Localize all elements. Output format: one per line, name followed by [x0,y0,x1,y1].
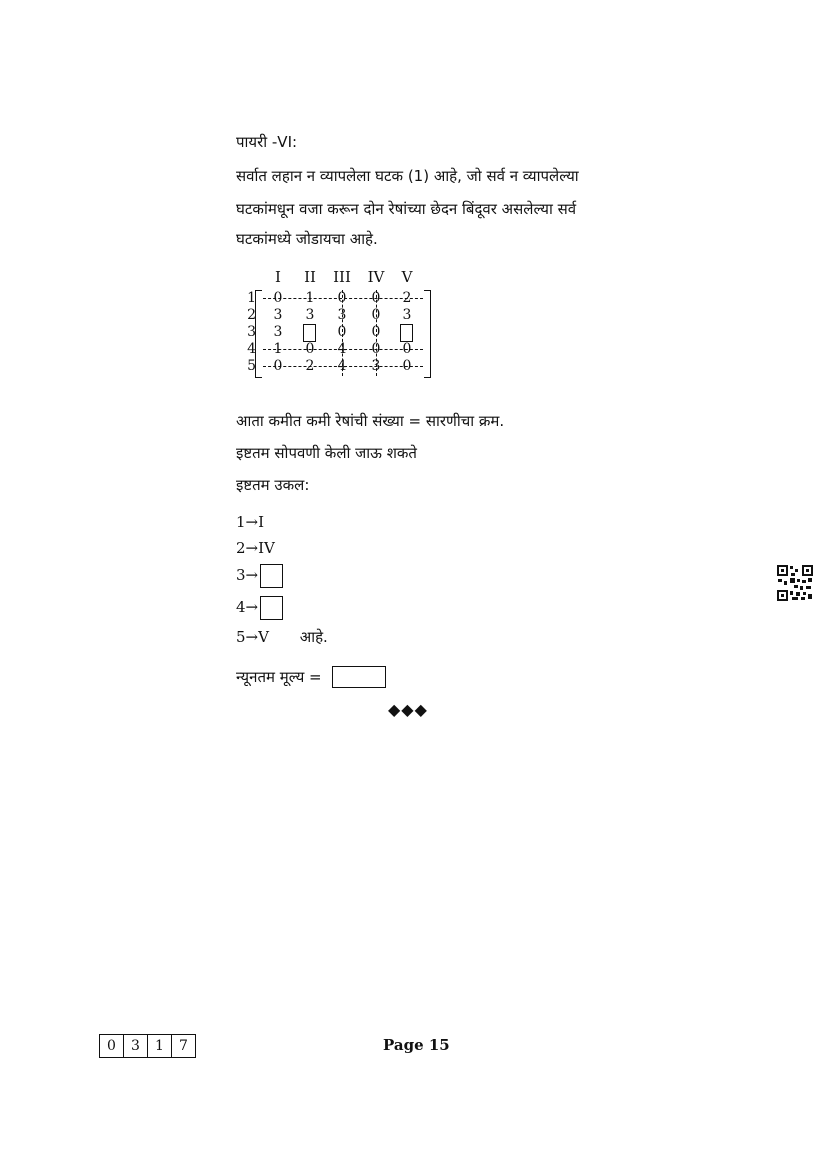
assignment-from: 4 [236,598,246,616]
assignment-row-1 [236,511,264,533]
optimal-assignment-note: इष्टतम सोपवणी केली जाऊ शकते [236,444,417,462]
qr-code-icon [776,564,814,602]
paragraph-line-2: घटकांमधून वजा करून दोन रेषांच्या छेदन बिंदूवर असलेल्या सर्व [236,200,577,218]
arrow-icon: → [245,513,259,531]
paragraph-line-3: घटकांमध्ये जोडायचा आहे. [236,230,378,248]
code-digit-box: 7 [171,1034,196,1058]
matrix-cell: 0 [371,290,381,306]
matrix-cell: 0 [402,358,412,374]
row-header-2: 2 [247,307,256,323]
matrix-right-bracket [424,290,431,378]
assignment-row-3 [236,564,283,588]
matrix-cell: 3 [371,358,381,374]
assignment-from: 1 [236,513,246,531]
arrow-icon: → [245,628,259,646]
matrix-cell: 3 [305,307,315,323]
matrix-cell: 0 [337,324,347,340]
matrix-blank-box [400,324,413,342]
column-header-2: II [304,268,316,286]
row-header-4: 4 [247,341,256,357]
matrix-cell: 0 [402,341,412,357]
matrix-cell: 0 [273,290,283,306]
matrix-cell: 3 [337,307,347,323]
assignment-row-5 [236,626,328,648]
min-cost-label: न्यूनतम मूल्य = [236,668,322,686]
cover-line-row-5 [263,366,423,367]
matrix-blank-box [303,324,316,342]
assignment-row-4 [236,596,283,620]
row-header-3: 3 [247,324,256,340]
cover-line-row-4 [263,349,423,350]
cover-line-col-4 [376,290,377,376]
cover-line-col-3 [342,290,343,376]
column-header-4: IV [367,268,385,286]
matrix-left-bracket [255,290,262,378]
matrix-cell: 1 [305,290,315,306]
matrix-cell: 0 [371,324,381,340]
step-title: पायरी -VI: [236,133,298,151]
assignment-row-2 [236,537,275,559]
optimal-solution-heading: इष्टतम उकल: [236,476,310,494]
arrow-icon: → [245,539,259,557]
assignment-blank-box [260,596,283,620]
assignment-from: 5 [236,628,246,646]
matrix-cell: 3 [273,307,283,323]
min-cost-blank-box [332,666,386,688]
matrix-cell: 2 [305,358,315,374]
matrix-cell: 0 [337,290,347,306]
code-digit-box: 0 [99,1034,124,1058]
matrix-cell: 0 [371,341,381,357]
matrix-cell: 4 [337,341,347,357]
page-number: Page 15 [383,1036,450,1054]
assignment-blank-box [260,564,283,588]
assignment-to: IV [258,539,275,557]
matrix-cell: 3 [273,324,283,340]
matrix-cell: 0 [273,358,283,374]
assignment-from: 3 [236,566,246,584]
assignment-from: 2 [236,539,246,557]
column-header-5: V [401,268,413,286]
paragraph-line-1: सर्वात लहान न व्यापलेला घटक (1) आहे, जो सर्व न व्यापलेल्या [236,167,579,185]
arrow-icon: → [245,566,259,584]
arrow-icon: → [245,598,259,616]
column-header-3: III [333,268,351,286]
assignment-to: V [258,628,269,646]
minimum-lines-note: आता कमीत कमी रेषांची संख्या = सारणीचा क्रम. [236,412,505,430]
code-digit-box: 3 [123,1034,148,1058]
matrix-cell: 0 [305,341,315,357]
row-header-5: 5 [247,358,256,374]
matrix-cell: 0 [371,307,381,323]
matrix-cell: 3 [402,307,412,323]
code-digit-box: 1 [147,1034,172,1058]
column-header-1: I [275,268,281,286]
matrix-cell: 4 [337,358,347,374]
diamond-separator: ◆◆◆ [388,700,428,719]
matrix-cell: 2 [402,290,412,306]
cover-line-row-1 [263,298,423,299]
matrix-cell: 1 [273,341,283,357]
assignment-suffix: आहे. [299,628,328,646]
row-header-1: 1 [247,290,256,306]
assignment-to: I [258,513,265,531]
